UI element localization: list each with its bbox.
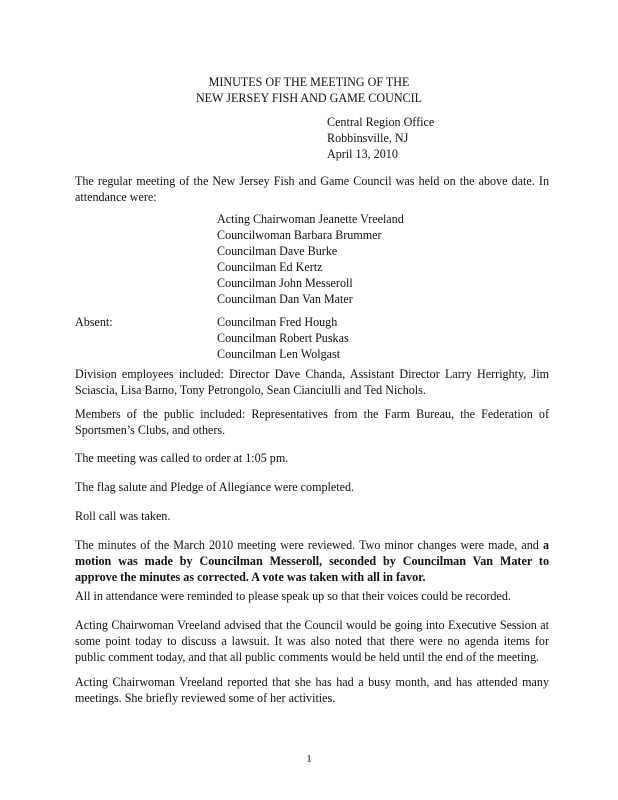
attendee: Councilman John Messeroll (217, 276, 353, 290)
executive-session-paragraph: Acting Chairwoman Vreeland advised that the Council would be going into Executive Session at some point today to discuss a lawsuit. It was also noted that there were no agenda items for public comment today, and that all public comments would be held until the end of the meeting. (75, 618, 549, 664)
location-city: Robbinsville, NJ (327, 131, 409, 145)
meeting-date: April 13, 2010 (327, 147, 398, 161)
intro-paragraph: The regular meeting of the New Jersey Fish and Game Council was held on the above date. In attendance were: (75, 174, 549, 204)
attendee: Councilwoman Barbara Brummer (217, 228, 382, 242)
title-line-1: MINUTES OF THE MEETING OF THE (208, 75, 410, 89)
roll-call-paragraph: Roll call was taken. (75, 509, 171, 523)
absent-member: Councilman Fred Hough (217, 315, 338, 329)
attendee: Councilman Dan Van Mater (217, 292, 353, 306)
absent-label: Absent: (75, 315, 113, 329)
minutes-review-text: The minutes of the March 2010 meeting were reviewed. Two minor changes were made, and (75, 538, 543, 552)
absent-list (217, 314, 349, 362)
absent-member: Councilman Len Wolgast (217, 347, 341, 361)
attendees-list (217, 211, 404, 307)
attendee: Councilman Ed Kertz (217, 260, 323, 274)
absent-member: Councilman Robert Puskas (217, 331, 349, 345)
speak-up-paragraph: All in attendance were reminded to please speak up so that their voices could be recorded. (75, 589, 511, 603)
flag-salute-paragraph: The flag salute and Pledge of Allegiance were completed. (75, 480, 355, 494)
attendee: Acting Chairwoman Jeanette Vreeland (217, 212, 404, 226)
public-members-paragraph: Members of the public included: Representatives from the Farm Bureau, the Federation of Sportsmen’s Clubs, and others. (75, 407, 549, 437)
motion-text: a motion was made by Councilman Messeroll, seconded by Councilman Van Mater to approve the minutes as corrected. A vote was taken with all in favor. (75, 538, 549, 584)
call-to-order-paragraph: The meeting was called to order at 1:05 pm. (75, 451, 289, 465)
chair-report-paragraph: Acting Chairwoman Vreeland reported that she has had a busy month, and has attended many meetings. She briefly reviewed some of her activities. (75, 675, 549, 705)
meeting-location (327, 114, 434, 162)
attendee: Councilman Dave Burke (217, 244, 338, 258)
title-line-2: NEW JERSEY FISH AND GAME COUNCIL (195, 91, 423, 105)
division-employees-paragraph: Division employees included: Director Dave Chanda, Assistant Director Larry Herrighty, Jim Sciascia, Lisa Barno, Tony Petrongolo, Sean Cianciulli and Ted Nichols. (75, 367, 549, 397)
location-office: Central Region Office (327, 115, 435, 129)
page-number: 1 (306, 753, 312, 765)
document-title (0, 74, 618, 106)
minutes-review-paragraph (75, 537, 549, 585)
